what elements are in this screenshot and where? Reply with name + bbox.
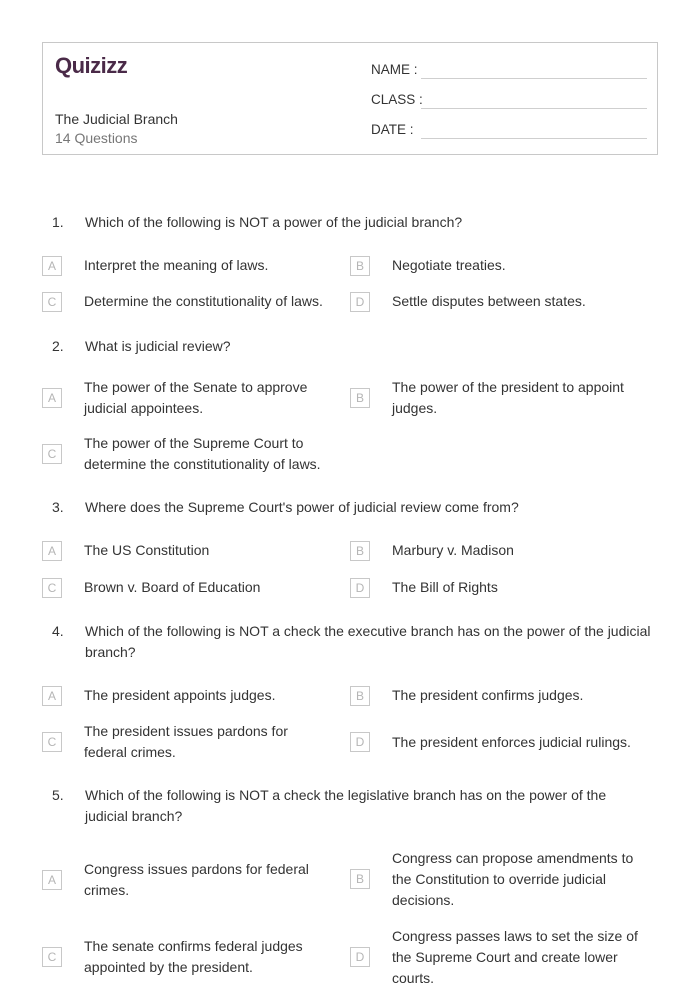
option-text: The power of the president to appoint judges. (392, 379, 624, 416)
answer-option[interactable] (42, 721, 342, 763)
question-stem (52, 497, 652, 518)
option-letter: A (42, 686, 62, 706)
option-text: Congress issues pardons for federal crimes. (84, 861, 309, 898)
option-text: Determine the constitutionality of laws. (84, 293, 323, 309)
worksheet-header (42, 42, 658, 155)
option-letter: A (42, 541, 62, 561)
date-label: DATE : (371, 122, 414, 137)
question-number: 2. (52, 338, 64, 354)
question-stem (52, 336, 652, 357)
answer-option[interactable] (42, 859, 342, 901)
answer-option[interactable] (42, 291, 348, 312)
option-letter: C (42, 732, 62, 752)
question-text: Which of the following is NOT a power of the judicial branch? (85, 214, 463, 230)
name-line (421, 78, 647, 79)
question-number: 5. (52, 787, 64, 803)
option-letter: B (350, 256, 370, 276)
option-letter: D (350, 292, 370, 312)
option-letter: D (350, 578, 370, 598)
answer-option[interactable] (350, 540, 650, 561)
option-letter: B (350, 869, 370, 889)
question-stem (52, 621, 652, 663)
question-text: Which of the following is NOT a check the executive branch has on the power of the judicial branch? (85, 623, 651, 660)
option-text: Congress passes laws to set the size of the Supreme Court and create lower courts. (392, 928, 638, 986)
option-text: The US Constitution (84, 542, 210, 558)
quizizz-logo: Quizizz (55, 53, 128, 78)
option-letter: C (42, 578, 62, 598)
option-letter: D (350, 947, 370, 967)
question-text: Which of the following is NOT a check the legislative branch has on the power of the judicial branch? (85, 787, 607, 824)
option-letter: A (42, 256, 62, 276)
class-label: CLASS : (371, 92, 423, 107)
option-text: Negotiate treaties. (392, 257, 506, 273)
option-letter: A (42, 870, 62, 890)
option-letter: D (350, 732, 370, 752)
answer-option[interactable] (42, 685, 342, 706)
answer-option[interactable] (350, 291, 650, 312)
answer-option[interactable] (350, 848, 655, 911)
name-label: NAME : (371, 62, 418, 77)
name-field[interactable] (371, 59, 647, 79)
date-field[interactable] (371, 119, 647, 139)
worksheet-title: The Judicial Branch (55, 111, 178, 127)
option-text: The power of the Supreme Court to determine the constitutionality of laws. (84, 435, 321, 472)
option-text: The president issues pardons for federal crimes. (84, 723, 288, 760)
option-text: The power of the Senate to approve judicial appointees. (84, 379, 308, 416)
option-letter: B (350, 686, 370, 706)
answer-option[interactable] (42, 936, 342, 978)
option-letter: C (42, 292, 62, 312)
option-letter: C (42, 947, 62, 967)
question-text: What is judicial review? (85, 338, 231, 354)
answer-option[interactable] (42, 540, 342, 561)
answer-option[interactable] (42, 377, 342, 419)
answer-option[interactable] (350, 926, 655, 989)
option-letter: B (350, 388, 370, 408)
answer-option[interactable] (350, 685, 650, 706)
option-text: Brown v. Board of Education (84, 579, 261, 595)
answer-option[interactable] (350, 732, 655, 753)
option-text: Settle disputes between states. (392, 293, 586, 309)
class-field[interactable] (371, 89, 647, 109)
option-text: Congress can propose amendments to the Constitution to override judicial decisions. (392, 850, 634, 908)
answer-option[interactable] (350, 255, 650, 276)
answer-option[interactable] (42, 577, 342, 598)
question-text: Where does the Supreme Court's power of judicial review come from? (85, 499, 519, 515)
question-stem (52, 785, 652, 827)
class-line (421, 108, 647, 109)
option-text: Marbury v. Madison (392, 542, 514, 558)
answer-option[interactable] (350, 577, 650, 598)
option-text: The president confirms judges. (392, 687, 584, 703)
option-text: The senate confirms federal judges appointed by the president. (84, 938, 303, 975)
option-letter: B (350, 541, 370, 561)
option-text: Interpret the meaning of laws. (84, 257, 269, 273)
option-text: The president appoints judges. (84, 687, 276, 703)
option-text: The president enforces judicial rulings. (392, 734, 631, 750)
answer-option[interactable] (350, 377, 655, 419)
option-text: The Bill of Rights (392, 579, 498, 595)
question-number: 3. (52, 499, 64, 515)
question-number: 1. (52, 214, 64, 230)
option-letter: A (42, 388, 62, 408)
question-number: 4. (52, 623, 64, 639)
answer-option[interactable] (42, 433, 342, 475)
answer-option[interactable] (42, 255, 342, 276)
date-line (421, 138, 647, 139)
option-letter: C (42, 444, 62, 464)
question-count: 14 Questions (55, 130, 138, 146)
question-stem (52, 212, 652, 233)
